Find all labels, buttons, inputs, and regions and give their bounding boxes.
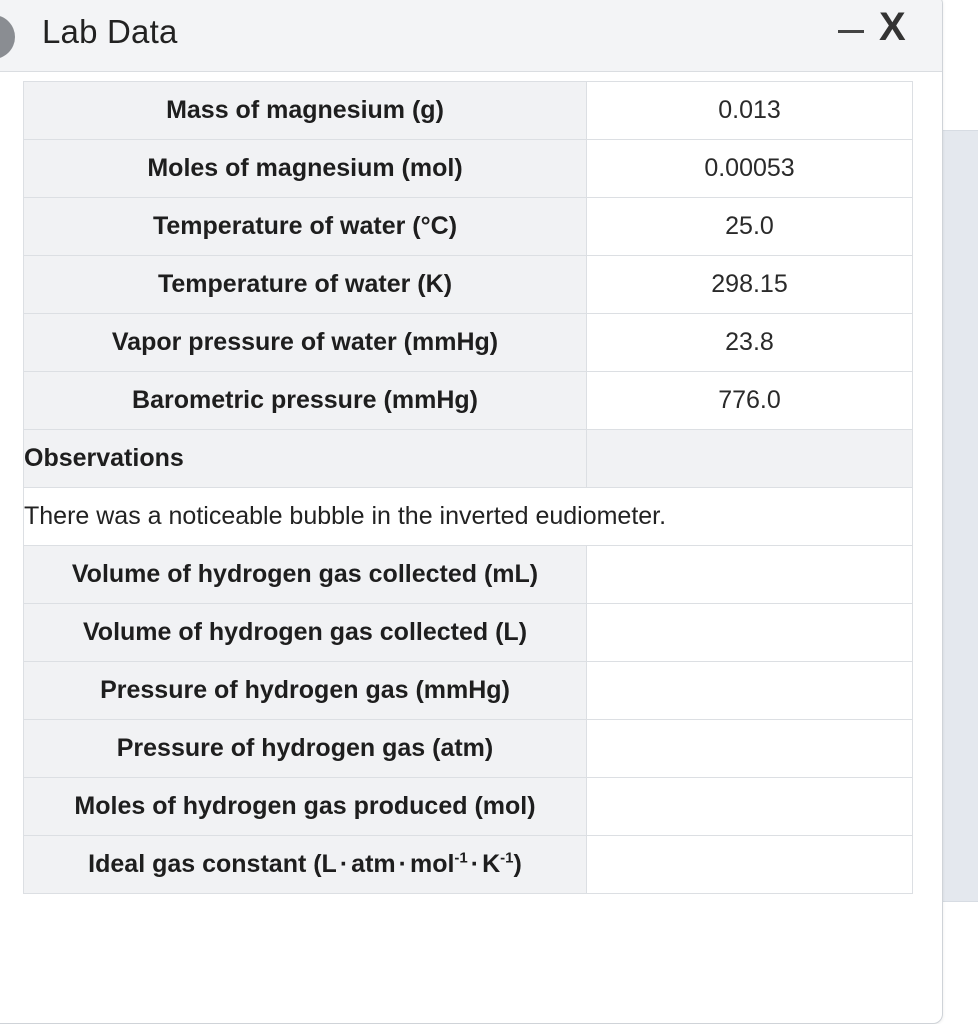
- row-label: Moles of magnesium (mol): [24, 140, 587, 198]
- row-label: Volume of hydrogen gas collected (mL): [24, 546, 587, 604]
- table-row: [24, 140, 913, 198]
- row-label: Barometric pressure (mmHg): [24, 372, 587, 430]
- table-row: [24, 662, 913, 720]
- row-value: 23.8: [587, 314, 913, 372]
- row-value: 0.013: [587, 82, 913, 140]
- row-value: 0.00053: [587, 140, 913, 198]
- row-label: Temperature of water (K): [24, 256, 587, 314]
- row-label: Volume of hydrogen gas collected (L): [24, 604, 587, 662]
- table-row: [24, 604, 913, 662]
- table-row: [24, 778, 913, 836]
- table-row: [24, 546, 913, 604]
- gas-constant-label: [24, 836, 587, 894]
- table-row: [24, 720, 913, 778]
- observations-header-row: [24, 430, 913, 488]
- middle-dot: ·: [339, 850, 349, 878]
- answer-cell[interactable]: [587, 836, 913, 894]
- gas-constant-atm: atm: [351, 850, 396, 878]
- gas-constant-mol: mol: [409, 850, 455, 878]
- window-title: Lab Data: [42, 13, 178, 50]
- row-label: Pressure of hydrogen gas (atm): [24, 720, 587, 778]
- row-label: Mass of magnesium (g): [24, 82, 587, 140]
- middle-dot: ·: [470, 850, 480, 878]
- lab-data-table: [23, 81, 913, 894]
- row-value: 25.0: [587, 198, 913, 256]
- observations-header-blank: [587, 430, 913, 488]
- table-row: [24, 198, 913, 256]
- row-value: 776.0: [587, 372, 913, 430]
- table-row: [24, 314, 913, 372]
- observations-row: [24, 488, 913, 546]
- row-label: Vapor pressure of water (mmHg): [24, 314, 587, 372]
- table-row: [24, 372, 913, 430]
- row-label: Pressure of hydrogen gas (mmHg): [24, 662, 587, 720]
- row-label: Moles of hydrogen gas produced (mol): [24, 778, 587, 836]
- row-value: 298.15: [587, 256, 913, 314]
- gas-constant-exp2: -1: [500, 849, 514, 867]
- avatar: [0, 15, 15, 59]
- gas-constant-exp1: -1: [454, 849, 468, 867]
- minimize-icon[interactable]: [838, 30, 864, 33]
- row-label: Temperature of water (°C): [24, 198, 587, 256]
- table-row: [24, 82, 913, 140]
- close-icon[interactable]: X: [879, 5, 906, 49]
- table-row: [24, 836, 913, 894]
- observations-text[interactable]: There was a noticeable bubble in the inverted eudiometer.: [24, 488, 913, 546]
- window-titlebar: [0, 0, 942, 72]
- answer-cell[interactable]: [587, 662, 913, 720]
- answer-cell[interactable]: [587, 720, 913, 778]
- answer-cell[interactable]: [587, 546, 913, 604]
- observations-label: Observations: [24, 430, 587, 488]
- answer-cell[interactable]: [587, 778, 913, 836]
- gas-constant-prefix: Ideal gas constant (L: [88, 850, 337, 878]
- gas-constant-suffix: ): [513, 850, 522, 878]
- table-row: [24, 256, 913, 314]
- middle-dot: ·: [398, 850, 407, 878]
- answer-cell[interactable]: [587, 604, 913, 662]
- gas-constant-k: K: [482, 850, 501, 878]
- background-side-panel: [942, 130, 978, 902]
